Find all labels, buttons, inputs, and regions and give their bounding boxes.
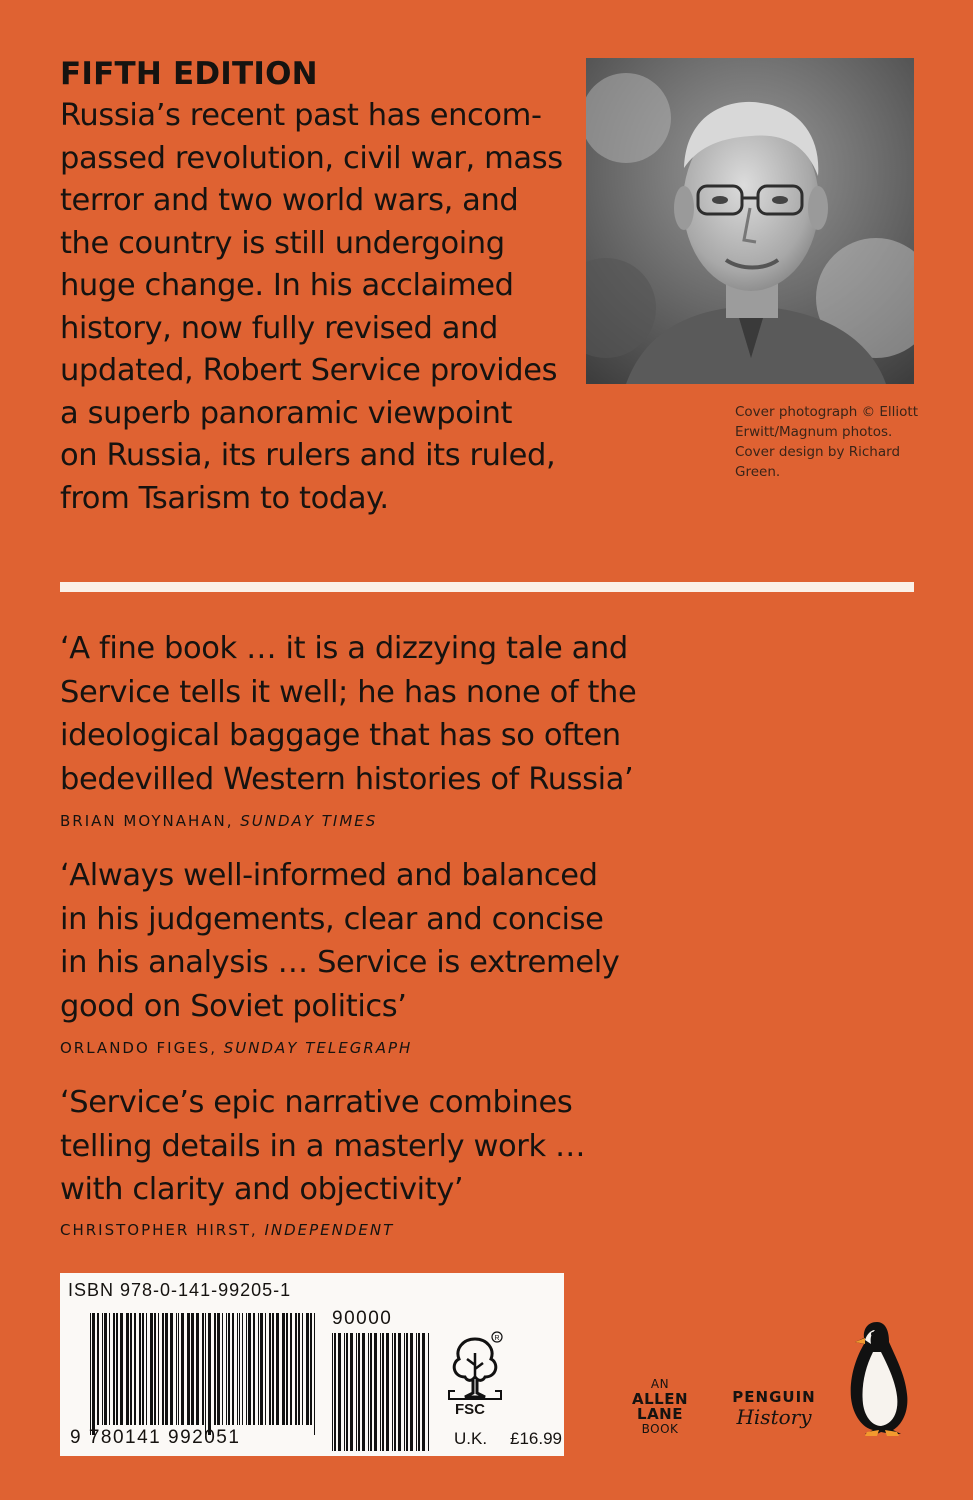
review-quote-3 — [60, 1081, 585, 1212]
price-value: £16.99 — [510, 1429, 562, 1448]
allen-lane-imprint — [615, 1377, 705, 1437]
blurb-line: huge change. In his acclaimed — [60, 268, 514, 303]
quote-line: Service tells it well; he has none of the — [60, 674, 637, 710]
isbn-label: ISBN 978-0-141-99205-1 — [68, 1280, 292, 1300]
quote-line: telling details in a masterly work … — [60, 1128, 586, 1164]
svg-text:R: R — [494, 1335, 500, 1342]
blurb-line: updated, Robert Service provides — [60, 353, 558, 388]
book-blurb — [60, 95, 580, 520]
credit-line: Cover design by Richard — [735, 444, 901, 460]
edition-label: FIFTH EDITION — [60, 56, 318, 92]
imprint-line: BOOK — [641, 1422, 679, 1436]
series-brand: PENGUIN — [732, 1388, 816, 1406]
barcode-addon-digits: 90000 — [332, 1308, 393, 1329]
review-publication: SUNDAY TELEGRAPH — [223, 1039, 413, 1057]
quote-line: bedevilled Western histories of Russia’ — [60, 761, 634, 797]
quote-line: in his judgements, clear and concise — [60, 901, 604, 937]
review-source-3 — [60, 1221, 394, 1239]
penguin-logo-icon — [843, 1316, 913, 1438]
blurb-line: history, now fully revised and — [60, 310, 498, 346]
review-source-1 — [60, 812, 377, 830]
blurb-line: Russia’s recent past has encom- — [60, 98, 542, 133]
review-quote-1 — [60, 627, 636, 801]
blurb-line: a superb panoramic viewpoint — [60, 395, 513, 431]
quote-line: ‘Service’s epic narrative combines — [60, 1085, 573, 1120]
review-publication: INDEPENDENT — [264, 1221, 395, 1239]
author-photo — [586, 58, 914, 384]
review-publication: SUNDAY TIMES — [240, 812, 378, 830]
author-portrait-image — [586, 58, 914, 384]
imprint-line: ALLEN — [631, 1390, 689, 1408]
review-author: CHRISTOPHER HIRST, — [60, 1221, 258, 1239]
blurb-line: on Russia, its rulers and its ruled, — [60, 438, 556, 473]
quote-line: ‘A fine book … it is a dizzying tale and — [60, 631, 628, 666]
credit-line: Erwitt/Magnum photos. — [735, 424, 893, 440]
review-quote-2 — [60, 854, 619, 1028]
quote-line: with clarity and objectivity’ — [60, 1172, 464, 1207]
barcode-bars — [90, 1313, 315, 1435]
review-source-2 — [60, 1039, 412, 1057]
blurb-line: terror and two world wars, and — [60, 183, 519, 218]
review-author: ORLANDO FIGES, — [60, 1039, 217, 1057]
fsc-label: FSC — [455, 1401, 485, 1418]
section-divider — [60, 582, 914, 592]
series-name: History — [736, 1405, 812, 1429]
imprint-line: LANE — [637, 1405, 683, 1423]
imprint-line: AN — [650, 1377, 670, 1391]
series-logo — [722, 1388, 826, 1429]
blurb-line: passed revolution, civil war, mass — [60, 140, 563, 176]
quote-line: ‘Always well-informed and balanced — [60, 858, 598, 893]
barcode-box — [60, 1273, 564, 1456]
review-author: BRIAN MOYNAHAN, — [60, 812, 234, 830]
barcode-digits: 9 780141 992051 — [70, 1427, 241, 1448]
credit-line: Cover photograph © Elliott — [735, 404, 918, 420]
price-country: U.K. — [454, 1429, 488, 1448]
quote-line: in his analysis … Service is extremely — [60, 945, 620, 980]
blurb-line: the country is still undergoing — [60, 225, 505, 261]
quote-line: ideological baggage that has so often — [60, 718, 621, 753]
photo-credit — [735, 402, 918, 482]
blurb-line: from Tsarism to today. — [60, 480, 389, 516]
barcode-addon-bars — [332, 1333, 429, 1451]
fsc-tree-icon — [445, 1331, 505, 1403]
quote-line: good on Soviet politics’ — [60, 988, 407, 1024]
credit-line: Green. — [735, 464, 781, 480]
